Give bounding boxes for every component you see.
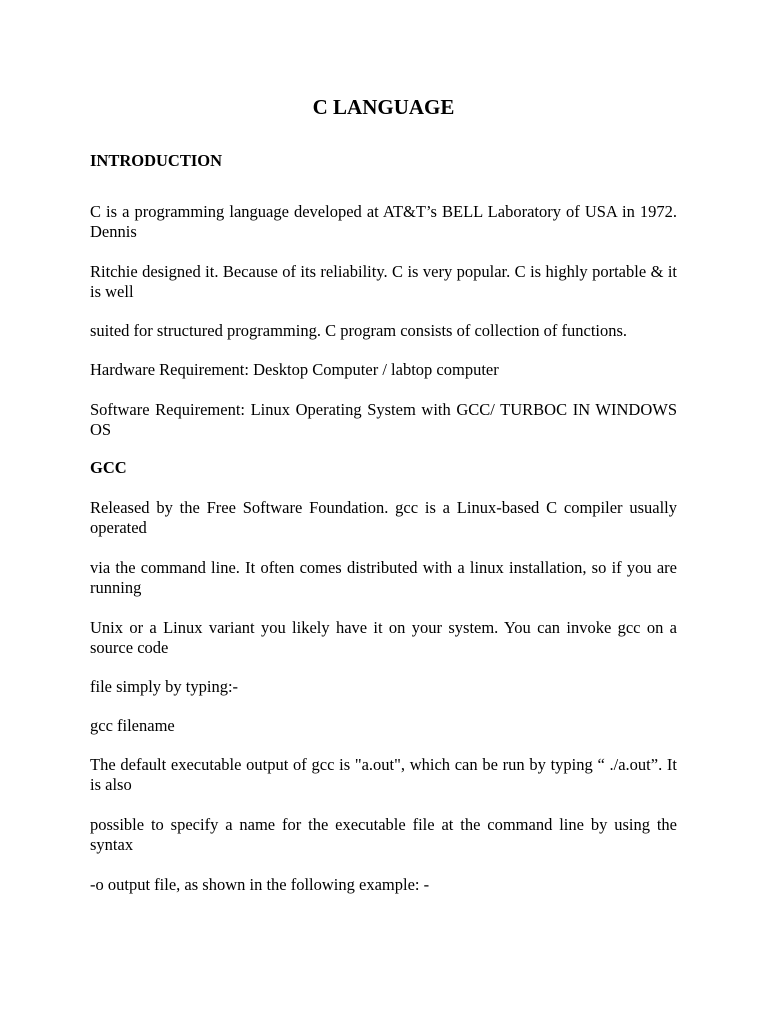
hardware-requirement: Hardware Requirement: Desktop Computer / labtop computer [90,360,499,379]
intro-paragraph-1: C is a programming language developed at AT&T’s BELL Laboratory of USA in 1972. Dennis [90,202,677,241]
software-requirement: Software Requirement: Linux Operating System with GCC/ TURBOC IN WINDOWS OS [90,400,677,439]
gcc-command-example: gcc filename [90,716,175,735]
introduction-heading: INTRODUCTION [90,151,223,170]
gcc-heading: GCC [90,458,127,477]
gcc-paragraph-7: -o output file, as shown in the following example: - [90,875,430,894]
gcc-paragraph-6: possible to specify a name for the executable file at the command line by using the syntax [90,815,677,854]
gcc-paragraph-3: Unix or a Linux variant you likely have it on your system. You can invoke gcc on a source code [90,618,677,657]
gcc-paragraph-5: The default executable output of gcc is "a.out", which can be run by typing “ ./a.out”. It is also [90,755,677,794]
gcc-paragraph-4: file simply by typing:- [90,677,239,696]
intro-paragraph-2: Ritchie designed it. Because of its reliability. C is very popular. C is highly portable & it is well [90,262,677,301]
document-title: C LANGUAGE [312,95,455,119]
gcc-paragraph-1: Released by the Free Software Foundation. gcc is a Linux-based C compiler usually operated [90,498,677,537]
gcc-paragraph-2: via the command line. It often comes distributed with a linux installation, so if you are running [90,558,677,597]
intro-paragraph-3: suited for structured programming. C program consists of collection of functions. [90,321,628,340]
